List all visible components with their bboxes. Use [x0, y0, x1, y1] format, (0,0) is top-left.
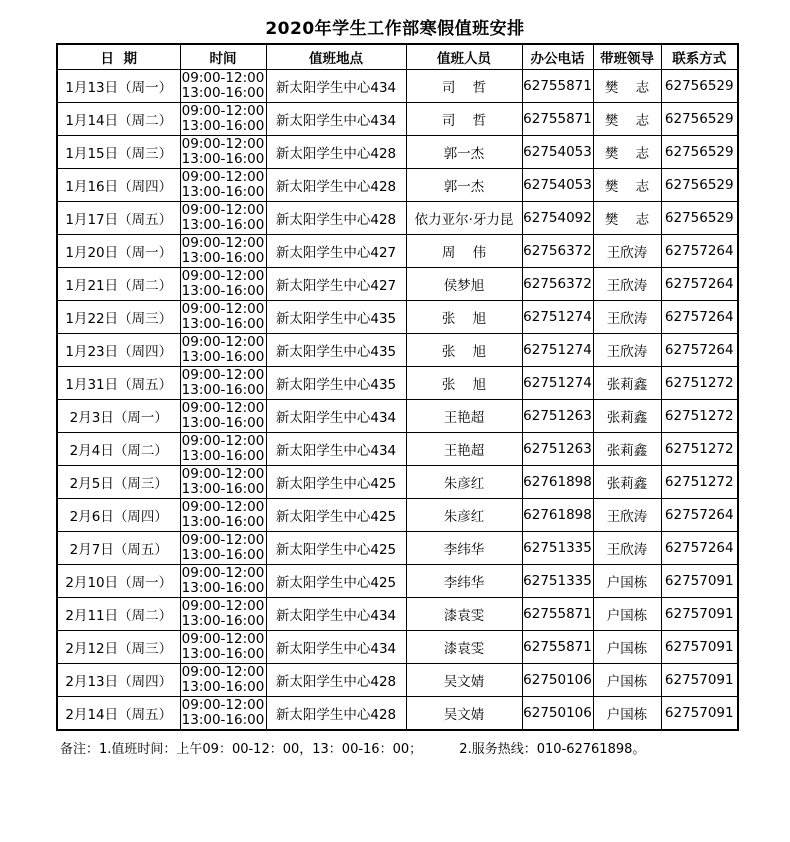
leader-cell: 王欣涛 [593, 268, 661, 301]
leader-cell: 樊 志 [593, 169, 661, 202]
column-header-time: 时间 [180, 44, 266, 70]
table-row [57, 532, 738, 565]
table-row [57, 103, 738, 136]
date-cell: 1月15日（周三） [57, 136, 180, 169]
schedule-body [57, 70, 738, 731]
date-cell: 2月5日（周三） [57, 466, 180, 499]
table-row [57, 235, 738, 268]
leader-cell: 樊 志 [593, 70, 661, 103]
contact-cell: 62757264 [661, 235, 738, 268]
phone-cell: 62751335 [522, 565, 593, 598]
afternoon-slot: 13:00-16:00 [181, 316, 265, 332]
phone-cell: 62761898 [522, 466, 593, 499]
staff-cell: 张 旭 [406, 334, 522, 367]
contact-cell: 62756529 [661, 136, 738, 169]
leader-cell: 王欣涛 [593, 532, 661, 565]
date-cell: 2月13日（周四） [57, 664, 180, 697]
place-cell: 新太阳学生中心434 [266, 631, 406, 664]
contact-cell: 62757091 [661, 664, 738, 697]
phone-cell: 62756372 [522, 268, 593, 301]
date-cell: 1月21日（周二） [57, 268, 180, 301]
staff-cell: 王艳超 [406, 400, 522, 433]
time-cell [180, 367, 266, 400]
date-cell: 2月3日（周一） [57, 400, 180, 433]
morning-slot: 09:00-12:00 [181, 499, 265, 515]
contact-cell: 62751272 [661, 400, 738, 433]
morning-slot: 09:00-12:00 [181, 268, 265, 284]
phone-cell: 62751274 [522, 301, 593, 334]
staff-cell: 司 哲 [406, 70, 522, 103]
staff-cell: 郭一杰 [406, 169, 522, 202]
date-cell: 1月14日（周二） [57, 103, 180, 136]
morning-slot: 09:00-12:00 [181, 466, 265, 482]
leader-cell: 樊 志 [593, 103, 661, 136]
staff-cell: 侯梦旭 [406, 268, 522, 301]
morning-slot: 09:00-12:00 [181, 598, 265, 614]
staff-cell: 郭一杰 [406, 136, 522, 169]
morning-slot: 09:00-12:00 [181, 136, 265, 152]
place-cell: 新太阳学生中心434 [266, 103, 406, 136]
table-row [57, 433, 738, 466]
contact-cell: 62756529 [661, 70, 738, 103]
afternoon-slot: 13:00-16:00 [181, 415, 265, 431]
contact-cell: 62757091 [661, 631, 738, 664]
time-cell [180, 202, 266, 235]
leader-cell: 张莉鑫 [593, 466, 661, 499]
date-cell: 1月16日（周四） [57, 169, 180, 202]
morning-slot: 09:00-12:00 [181, 697, 265, 713]
date-cell: 2月4日（周二） [57, 433, 180, 466]
table-row [57, 268, 738, 301]
place-cell: 新太阳学生中心428 [266, 697, 406, 731]
table-row [57, 598, 738, 631]
date-cell: 1月17日（周五） [57, 202, 180, 235]
place-cell: 新太阳学生中心435 [266, 334, 406, 367]
time-cell [180, 697, 266, 731]
phone-cell: 62754092 [522, 202, 593, 235]
phone-cell: 62754053 [522, 136, 593, 169]
place-cell: 新太阳学生中心425 [266, 499, 406, 532]
date-cell: 1月22日（周三） [57, 301, 180, 334]
leader-cell: 户国栋 [593, 697, 661, 731]
place-cell: 新太阳学生中心428 [266, 202, 406, 235]
place-cell: 新太阳学生中心434 [266, 598, 406, 631]
contact-cell: 62757091 [661, 598, 738, 631]
leader-cell: 户国栋 [593, 565, 661, 598]
afternoon-slot: 13:00-16:00 [181, 217, 265, 233]
place-cell: 新太阳学生中心425 [266, 466, 406, 499]
leader-cell: 户国栋 [593, 664, 661, 697]
staff-cell: 李纬华 [406, 565, 522, 598]
phone-cell: 62751274 [522, 367, 593, 400]
morning-slot: 09:00-12:00 [181, 235, 265, 251]
phone-cell: 62754053 [522, 169, 593, 202]
table-row [57, 136, 738, 169]
phone-cell: 62755871 [522, 70, 593, 103]
phone-cell: 62751263 [522, 433, 593, 466]
place-cell: 新太阳学生中心425 [266, 565, 406, 598]
leader-cell: 户国栋 [593, 598, 661, 631]
time-cell [180, 136, 266, 169]
header-row [57, 44, 738, 70]
date-cell: 1月31日（周五） [57, 367, 180, 400]
table-row [57, 367, 738, 400]
morning-slot: 09:00-12:00 [181, 400, 265, 416]
staff-cell: 王艳超 [406, 433, 522, 466]
phone-cell: 62750106 [522, 664, 593, 697]
table-row [57, 202, 738, 235]
table-row [57, 466, 738, 499]
afternoon-slot: 13:00-16:00 [181, 547, 265, 563]
column-header-place: 值班地点 [266, 44, 406, 70]
place-cell: 新太阳学生中心435 [266, 301, 406, 334]
table-row [57, 664, 738, 697]
place-cell: 新太阳学生中心434 [266, 70, 406, 103]
contact-cell: 62757264 [661, 499, 738, 532]
date-cell: 2月12日（周三） [57, 631, 180, 664]
leader-cell: 王欣涛 [593, 301, 661, 334]
time-cell [180, 334, 266, 367]
leader-cell: 户国栋 [593, 631, 661, 664]
morning-slot: 09:00-12:00 [181, 103, 265, 119]
staff-cell: 司 哲 [406, 103, 522, 136]
morning-slot: 09:00-12:00 [181, 433, 265, 449]
table-row [57, 400, 738, 433]
phone-cell: 62755871 [522, 598, 593, 631]
phone-cell: 62751263 [522, 400, 593, 433]
afternoon-slot: 13:00-16:00 [181, 481, 265, 497]
staff-cell: 李纬华 [406, 532, 522, 565]
place-cell: 新太阳学生中心434 [266, 433, 406, 466]
morning-slot: 09:00-12:00 [181, 169, 265, 185]
place-cell: 新太阳学生中心435 [266, 367, 406, 400]
column-header-contact: 联系方式 [661, 44, 738, 70]
table-row [57, 565, 738, 598]
time-cell [180, 70, 266, 103]
staff-cell: 周 伟 [406, 235, 522, 268]
footnote: 备注：1.值班时间：上午09：00-12：00，13：00-16：00； 2.服务热线：010-62761898。 [60, 742, 646, 757]
time-cell [180, 268, 266, 301]
staff-cell: 吴文婧 [406, 664, 522, 697]
column-header-leader: 带班领导 [593, 44, 661, 70]
date-cell: 2月14日（周五） [57, 697, 180, 731]
afternoon-slot: 13:00-16:00 [181, 85, 265, 101]
table-row [57, 169, 738, 202]
date-cell: 1月23日（周四） [57, 334, 180, 367]
date-cell: 2月7日（周五） [57, 532, 180, 565]
time-cell [180, 532, 266, 565]
phone-cell: 62761898 [522, 499, 593, 532]
staff-cell: 朱彦红 [406, 466, 522, 499]
date-cell: 2月6日（周四） [57, 499, 180, 532]
afternoon-slot: 13:00-16:00 [181, 580, 265, 596]
contact-cell: 62756529 [661, 169, 738, 202]
place-cell: 新太阳学生中心434 [266, 400, 406, 433]
leader-cell: 王欣涛 [593, 499, 661, 532]
afternoon-slot: 13:00-16:00 [181, 283, 265, 299]
place-cell: 新太阳学生中心425 [266, 532, 406, 565]
leader-cell: 樊 志 [593, 202, 661, 235]
morning-slot: 09:00-12:00 [181, 202, 265, 218]
table-row [57, 301, 738, 334]
afternoon-slot: 13:00-16:00 [181, 118, 265, 134]
leader-cell: 张莉鑫 [593, 433, 661, 466]
staff-cell: 依力亚尔·牙力昆 [406, 202, 522, 235]
afternoon-slot: 13:00-16:00 [181, 151, 265, 167]
place-cell: 新太阳学生中心427 [266, 268, 406, 301]
morning-slot: 09:00-12:00 [181, 301, 265, 317]
column-header-phone: 办公电话 [522, 44, 593, 70]
phone-cell: 62751274 [522, 334, 593, 367]
time-cell [180, 235, 266, 268]
phone-cell: 62750106 [522, 697, 593, 731]
staff-cell: 吴文婧 [406, 697, 522, 731]
date-cell: 2月11日（周二） [57, 598, 180, 631]
phone-cell: 62755871 [522, 631, 593, 664]
place-cell: 新太阳学生中心428 [266, 169, 406, 202]
staff-cell: 张 旭 [406, 301, 522, 334]
leader-cell: 张莉鑫 [593, 400, 661, 433]
contact-cell: 62751272 [661, 367, 738, 400]
contact-cell: 62756529 [661, 202, 738, 235]
time-cell [180, 664, 266, 697]
afternoon-slot: 13:00-16:00 [181, 448, 265, 464]
date-cell: 1月20日（周一） [57, 235, 180, 268]
place-cell: 新太阳学生中心427 [266, 235, 406, 268]
time-cell [180, 169, 266, 202]
morning-slot: 09:00-12:00 [181, 334, 265, 350]
time-cell [180, 301, 266, 334]
contact-cell: 62751272 [661, 466, 738, 499]
staff-cell: 漆袁雯 [406, 631, 522, 664]
staff-cell: 张 旭 [406, 367, 522, 400]
contact-cell: 62756529 [661, 103, 738, 136]
date-cell: 2月10日（周一） [57, 565, 180, 598]
date-cell: 1月13日（周一） [57, 70, 180, 103]
page-title: 2020年学生工作部寒假值班安排 [265, 19, 525, 39]
morning-slot: 09:00-12:00 [181, 565, 265, 581]
time-cell [180, 400, 266, 433]
time-cell [180, 565, 266, 598]
table-row [57, 334, 738, 367]
afternoon-slot: 13:00-16:00 [181, 184, 265, 200]
contact-cell: 62751272 [661, 433, 738, 466]
afternoon-slot: 13:00-16:00 [181, 712, 265, 728]
contact-cell: 62757091 [661, 697, 738, 731]
time-cell [180, 433, 266, 466]
time-cell [180, 598, 266, 631]
contact-cell: 62757264 [661, 532, 738, 565]
duty-schedule-table [56, 43, 739, 731]
afternoon-slot: 13:00-16:00 [181, 382, 265, 398]
table-row [57, 70, 738, 103]
staff-cell: 漆袁雯 [406, 598, 522, 631]
time-cell [180, 103, 266, 136]
time-cell [180, 499, 266, 532]
leader-cell: 王欣涛 [593, 235, 661, 268]
column-header-staff: 值班人员 [406, 44, 522, 70]
place-cell: 新太阳学生中心428 [266, 136, 406, 169]
column-header-date: 日 期 [57, 44, 180, 70]
table-row [57, 631, 738, 664]
table-row [57, 499, 738, 532]
afternoon-slot: 13:00-16:00 [181, 613, 265, 629]
phone-cell: 62756372 [522, 235, 593, 268]
morning-slot: 09:00-12:00 [181, 532, 265, 548]
morning-slot: 09:00-12:00 [181, 664, 265, 680]
leader-cell: 王欣涛 [593, 334, 661, 367]
time-cell [180, 631, 266, 664]
morning-slot: 09:00-12:00 [181, 70, 265, 86]
contact-cell: 62757264 [661, 334, 738, 367]
time-cell [180, 466, 266, 499]
afternoon-slot: 13:00-16:00 [181, 679, 265, 695]
leader-cell: 张莉鑫 [593, 367, 661, 400]
afternoon-slot: 13:00-16:00 [181, 514, 265, 530]
staff-cell: 朱彦红 [406, 499, 522, 532]
table-row [57, 697, 738, 731]
leader-cell: 樊 志 [593, 136, 661, 169]
phone-cell: 62751335 [522, 532, 593, 565]
contact-cell: 62757264 [661, 268, 738, 301]
afternoon-slot: 13:00-16:00 [181, 250, 265, 266]
morning-slot: 09:00-12:00 [181, 631, 265, 647]
place-cell: 新太阳学生中心428 [266, 664, 406, 697]
morning-slot: 09:00-12:00 [181, 367, 265, 383]
contact-cell: 62757264 [661, 301, 738, 334]
afternoon-slot: 13:00-16:00 [181, 646, 265, 662]
phone-cell: 62755871 [522, 103, 593, 136]
contact-cell: 62757091 [661, 565, 738, 598]
afternoon-slot: 13:00-16:00 [181, 349, 265, 365]
